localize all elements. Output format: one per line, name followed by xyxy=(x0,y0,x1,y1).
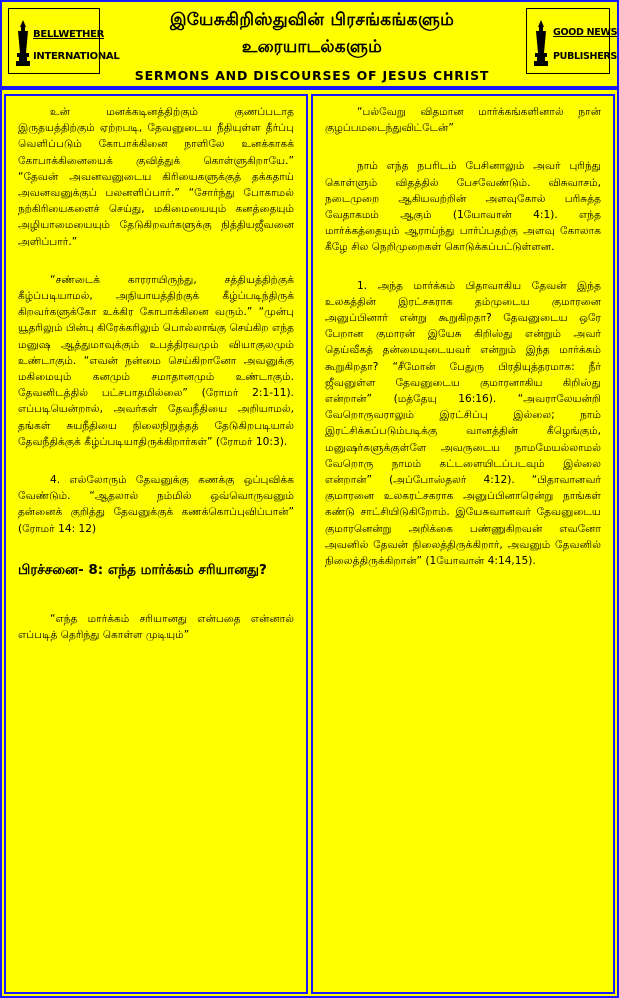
lamp-icon xyxy=(533,19,549,67)
good-news-logo xyxy=(526,8,618,74)
title-english: SERMONS AND DISCOURSES OF JESUS CHRIST xyxy=(134,68,490,83)
left-paragraph-2: “சண்டைக் காரராயிருந்து, சத்தியத்திற்குக் கீழ்ப்படியாமல், அநியாயத்திற்குக் கீழ்ப்படிந்திருக் கிறவர்களுக்கோ உக்கிர கோபாக்கினை வரும்.” “முன்பு யூதரிலும் பின்பு கிரேக்கரிலும் பொல்லாங்கு செய்கிற எந்த மனுஷ ஆத்துமாவுக்கும் உபத்திரவமும் வியாகுலமும் உண்டாகும். “எவன் நன்மை செய்கிறானோ அவனுக்கு மகிமையும் கனமும் சமாதானமும் உண்டாகும். தேவனிடத்தில் பட்சபாதமில்லை” (ரோமர் 2:1-11). எப்படியென்றால், அவர்கள் தேவநீதியை அறியாமல், தங்கள் சுயநீதியை நிலைநிறுத்தத் தேடுகிறபடியால் தேவநீதிக்குக் கீழ்ப்படியாதிருக்கிறார்கள்” (ரோமர் 10:3). xyxy=(18,273,294,448)
right-column xyxy=(311,94,615,994)
logo-left-line2: INTERNATIONAL xyxy=(33,51,120,62)
left-paragraph-3: 4. எல்லோரும் தேவனுக்கு கணக்கு ஒப்புவிக்க வேண்டும். “ஆதலால் நம்மில் ஒவ்வொருவனும் தன்னைக் குறித்து தேவனுக்குக் கணக்கொப்புவிப்பான்” (ரோமர் 14: 12) xyxy=(18,474,294,535)
left-column xyxy=(4,94,308,994)
left-paragraph-4: “எந்த மார்க்கம் சரியானது என்பதை என்னால் எப்படித் தெரிந்து கொள்ள முடியும்” xyxy=(18,612,294,642)
logo-right-line2: PUBLISHERS xyxy=(553,51,617,62)
right-paragraph-2: நாம் எந்த நபரிடம் பேசினாலும் அவர் புரிந்து கொள்ளும் விதத்தில் பேசவேண்டும். விசுவாசம், நடைமுறை ஆகியவற்றின் அளவுகோல் பரிசுத்த வேதாகமம் ஆகும் (1யோவான் 4:1). எந்த மார்க்கத்தையும் ஆராய்ந்து பார்ப்பதற்கு அளவு கோலாக கீழே சில நெறிமுறைகள் கொடுக்கப்பட்டுள்ளன. xyxy=(325,160,601,254)
logo-right-line1: GOOD NEWS xyxy=(553,27,618,38)
section-heading: பிரச்சனை- 8: எந்த மார்க்கம் சரியானது? xyxy=(18,561,267,578)
logo-left-line1: BELLWETHER xyxy=(33,29,105,40)
bellwether-logo xyxy=(8,8,120,74)
left-paragraph-1: உன் மனக்கடினத்திற்கும் குணப்படாத இருதயத்திற்கும் ஏற்றபடி, தேவனுடைய நீதியுள்ள தீர்ப்பு வெளிப்படும் கோபாக்கினை நாளிலே உனக்காகக் கோபாக்கினையைக் குவித்துக் கொள்ளுகிறாயே.” “தேவன் அவனவனுடைய கிரியைகளுக்குத் தக்கதாய் அவனவனுக்குப் பலனளிப்பார்.” “சோர்ந்து போகாமல் நற்கிரியைகளைச் செய்து, மகிமையையும் கனத்தையும் அழியாமையையும் தேடுகிறவர்களுக்கு நித்தியஜீவனை அளிப்பார்.” xyxy=(18,106,294,248)
page-header xyxy=(2,2,617,90)
lamp-icon xyxy=(15,19,31,67)
title-tamil-line1: இயேசுகிறிஸ்துவின் பிரசங்கங்களும் xyxy=(169,10,455,30)
right-paragraph-3: 1. அந்த மார்க்கம் பிதாவாகிய தேவன் இந்த உலகத்தின் இரட்சகராக தம்முடைய குமாரனை அனுப்பினார் என்று கூறுகிறதா? தேவனுடைய ஒரே பேறான குமாரன் இயேசு கிறிஸ்து என்றும் அவர் தெய்வீகத் தன்மையுடையவர் என்றும் இந்த மார்க்கம் கூறுகிறதா? “சீமோன் பேதுரு பிரதியுத்தரமாக: நீர் ஜீவனுள்ள தேவனுடைய குமாரனாகிய கிறிஸ்து என்றான்” (மத்தேயு 16:16). “அவராலேயன்றி வேறொருவராலும் இரட்சிப்பு இல்லை; நாம் இரட்சிக்கப்படும்படிக்கு வானத்தின் கீழெங்கும், மனுஷர்களுக்குள்ளே அவருடைய நாமமேயல்லாமல் வேறொரு நாமம் கட்டளையிடப்படவும் இல்லை என்றான்” (அப்போஸ்தலர் 4:12). “பிதாவானவர் குமாரனை உலகரட்சகராக அனுப்பினாரென்று நாங்கள் கண்டு சாட்சியிடுகிறோம். இயேசுவானவர் தேவனுடைய குமாரனென்று அறிக்கை பண்ணுகிறவன் எவனோ அவனில் தேவன் நிலைத்திருக்கிறார், அவனும் தேவனில் நிலைத்திருக்கிறான்” (1யோவான் 4:14,15). xyxy=(325,279,601,568)
right-paragraph-1: “பல்வேறு விதமான மார்க்கங்களினால் நான் குழப்பமடைந்துவிட்டேன்” xyxy=(325,106,601,135)
title-tamil-line2: உரையாடல்களும் xyxy=(241,37,383,57)
